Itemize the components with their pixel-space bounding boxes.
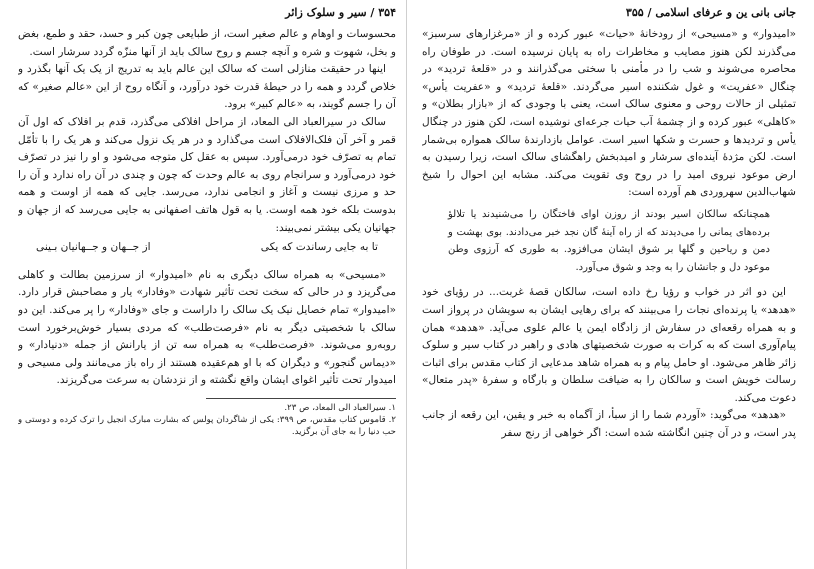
block-quote: همچنانکه سالکان اسیر بودند از روزن اوای فاختگان را می‌شنیدند یا تلالؤ برده‌های یمانی را می‌دیدند که از راه آینهٔ گان نجد خبر می‌دادند. بوی بهشت و دمن و ریاحین و گلها بر شوق ایشان می‌افزود. به طوری که آرزوی وطن موعود دل و جانشان را به وجد و شوق می‌آورد. — [448, 208, 770, 273]
left-page-header — [18, 6, 396, 26]
right-page-header-title-number: جانی بانی ین و عرفای اسلامی / ۳۵۵ — [625, 6, 796, 19]
left-paragraph-2: اینها در حقیقت منازلی است که سالک این عالم باید به تدریج از یک یک آنها بگذرد و خلاص گردد و همه را در حیطهٔ قدرت خود درآورد، و آنگاه روح از این «عالم صغیر» که آن را جسم گویند، به «عالم کبیر» برود. — [18, 63, 396, 111]
footnote-2: ۲. قاموس کتاب مقدس، ص ۳۹۹: یکی از شاگردان پولس که بشارت مبارک انجیل را ترک کرده و دوستی و حب دنیا را به جای آن برگزید. — [18, 414, 396, 437]
verse-hemistich-2: از جــهان و جــهانیان بـینی — [36, 241, 151, 254]
left-paragraph-1: محسوسات و اوهام و عالم صغیر است، از طبایعی چون کبر و حسد، حقد و طمع، بغض و بخل، شهوت و شره و آنچه جسم و روح سالک باید از آنها منزّه گردد سرشار است. — [18, 28, 396, 58]
right-page-running-title: جانی بانی ین و عرفای اسلامی — [655, 6, 796, 19]
left-paragraph-4: «مسیحی» به همراه سالک دیگری به نام «امیدوار» از سرزمین بطالت و کاهلی می‌گریزد و در حالی که سخت تحت تأثیر شهادت «وفادار» یار و مصاحبش قرار دارد. «امیدوار» تمام خصایل نیک یک سالک را داراست و جای «وفادار» را پر می‌کند. این دو سالک با شخصیتی دیگر به نام «فرصت‌طلب» که مردی بسیار خوش‌برخورد است روبه‌رو می‌شوند. «فرصت‌طلب» به همراه سه تن از یارانش از جمله «دنیادار» و «دیماس گنجور» و دیگران که با او هم‌عقیده هستند از راه باز می‌مانند ولی مسیحی و امیدوار تحت تأثیر اغوای ایشان واقع نگشته و از نزدشان به سرعت می‌گریزند. — [18, 268, 396, 387]
left-page — [18, 0, 396, 569]
left-page-running-title: سیر و سلوک زائر — [285, 6, 367, 19]
footnote-divider — [206, 398, 396, 399]
right-paragraph-2: این دو اثر در خواب و رؤیا رخ داده است، سالکان قصهٔ غربت... در رؤیای خود «هدهد» یا پرنده‌ای نجات را می‌بینند که برای رهایی ایشان به سویشان در پرواز است و به همراه رقعه‌ای در سفارش از زادگاه ایمن یا عالم علوی می‌آید. «هدهد» همان پیام‌آوری است که به کرات به صورت شخصیتهای هادی و راهبر در کتاب سیر و سلوک زائر ظاهر می‌شود. او حامل پیام و به همراه شاهد مدعایی از کتاب مقدس برای اثبات رسالت خویش است و سالکان را به ضیافت سلطان و بارگاه و سفرهٔ «پدر متعال» دعوت می‌کند. — [422, 286, 796, 404]
right-page — [422, 0, 796, 569]
page-gutter — [406, 0, 407, 569]
left-paragraph-3: سالک در سیرالعباد الی المعاد، از مراحل افلاکی می‌گذرد، قدم بر افلاک که اول آن قمر و آخر آن فلک‌الافلاک است می‌گذارد و در هر یک نزول می‌کند و هر یک را با تأمّل تمام به تصرّف خود درمی‌آورد. سپس به عقل کل متوجه می‌شود و او را نیز در تصرّف خود درمی‌آورد و سرانجام روی به عالم وحدت که چون و چندی در آن راه ندارد و آن را حد و مرزی نیست و آغاز و انجامی ندارد، می‌رسد. جایی که همه از اوست و همه بدوست بلکه خود همه اوست. یا به قول هاتف اصفهانی به جایی می‌رسد که از جهان و جهانیان یکی بیشتر نمی‌بیند: — [18, 115, 396, 234]
verse-hemistich-1: تا به جایی رساندت که یکی — [260, 241, 378, 254]
poem-couplet — [36, 239, 378, 257]
right-paragraph-3: «هدهد» می‌گوید: «آوردم شما را از سبأ، از آگماه به خبر و یقین، این رقعه از جانب پدر است، و در آن چنین انگاشته شده است: اگر خواهی از رنج سفر — [422, 409, 796, 440]
right-paragraph-1: «امیدوار» و «مسیحی» از رودخانهٔ «حیات» عبور کرده و از «مرغزارهای سرسبز» می‌گذرند لکن هنوز مصایب و مخاطرات راه به پایان نرسیده است. در طوفان راه محاصره می‌شوند و شب را در مأمنی با سختی می‌گذرانند و در «قلعهٔ تردید» در چنگال «عفریت» و غول شکننده اسیر می‌گردند. «قلعهٔ تردید» و «عفریت یأس» تمثیلی از حالات روحی و معنوی سالک است، یعنی با وجودی که از «بازار بطلان» و «کاهلی» عبور کرده و از چشمهٔ آب حیات جرعه‌ای نوشیده است، لکن هنوز در چنگال یأس و تردیدها و حسرت و شکها اسیر است. عوامل بازدارندهٔ سالک همواره بی‌شمار است. لکن مژدهٔ آینده‌ای سرشار و امیدبخش راهگشای سالک است، زیرا رسیدن به ارض موعود نیروی امید را در روح وی تقویت می‌کند. مشابه این احوال را شیخ شهاب‌الدین سهروردی هم آورده است: — [422, 28, 796, 199]
right-page-number: ۳۵۵ — [625, 6, 644, 19]
left-page-header-number-title: ۳۵۴ / سیر و سلوک زائر — [285, 6, 396, 19]
footnote-1: ۱. سیرالعباد الی المعاد، ص ۲۳. — [284, 402, 396, 413]
left-page-number: ۳۵۴ — [378, 6, 396, 19]
right-page-header — [422, 6, 796, 26]
